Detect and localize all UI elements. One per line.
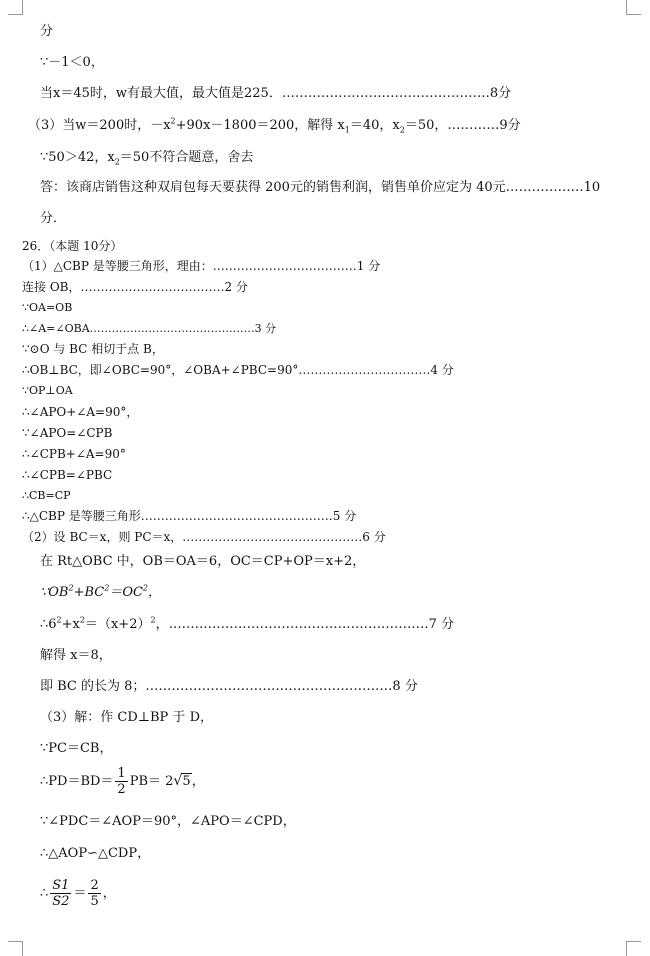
text-line: ∴∠A=∠OBA………………………………………3 分 <box>22 322 277 335</box>
text-line: ∴PD＝BD＝ $\frac{1}{2}$ PB＝ 2 √ 5， <box>40 766 205 797</box>
crop-mark-top-right <box>626 0 641 15</box>
question-heading: 26．（本题 10分） <box>22 239 123 253</box>
text-line: $\because OB^2+BC^2=OC^2$， <box>40 583 162 600</box>
crop-mark-bottom-left <box>8 941 23 956</box>
text-line: ∵⊙O 与 BC 相切于点 B， <box>22 342 164 356</box>
fraction: $\frac{2}{5}$ <box>90 878 99 909</box>
text-line: 即 BC 的长为 8；…………………………………………………8 分 <box>40 679 418 694</box>
text-line: 当x＝45时，w有最大值，最大值是225．…………………………………………8分 <box>40 86 512 101</box>
text-line: ∵PC＝CB， <box>40 741 113 756</box>
text-line: 在 Rt△OBC 中，OB＝OA＝6，OC＝CP+OP＝x+2， <box>40 554 366 569</box>
text-line: 分 <box>40 24 54 39</box>
text-line: ∵－1＜0， <box>40 55 104 70</box>
fraction: $\frac{1}{2}$ <box>117 766 126 797</box>
text-line: ∵50＞42，$x_2=50$不符合题意，舍去 <box>40 150 254 167</box>
fraction: $\frac{S1}{S2}$ <box>52 878 70 909</box>
text-line: 答：该商店销售这种双肩包每天要获得 200元的销售利润，销售单价应定为 40元………………10 <box>40 180 601 195</box>
text-line: 解得 x＝8， <box>40 648 112 663</box>
text-line: ∵OA=OB <box>22 301 73 314</box>
text-line: ∴∠CPB=∠PBC <box>22 468 113 482</box>
text-line: （3）解：作 CD⊥BP 于 D， <box>40 710 213 725</box>
text-line: ∴△CBP 是等腰三角形…………………………………………5 分 <box>22 509 357 523</box>
text-line: 连接 OB，………………………………2 分 <box>22 280 248 294</box>
text-line: $\therefore 6^2+x^2=(x+2)^2$，……………………………………………………7 分 <box>40 615 454 632</box>
text-line: ∵OP⊥OA <box>22 384 73 397</box>
text-line: （3）当w＝200时，$-x^2+90x-1800=200$，解得 $x_1=40$，$x_2=50$，…………9分 <box>28 116 521 135</box>
text-line: （2）设 BC＝x，则 PC＝x，………………………………………6 分 <box>22 530 386 544</box>
text-line: ∴ $\frac{S1}{S2}$ ＝ $\frac{2}{5}$ ， <box>40 878 116 909</box>
crop-mark-bottom-right <box>626 941 641 956</box>
text-line: 分． <box>40 211 67 226</box>
text-line: ∴△AOP∽△CDP， <box>40 846 151 861</box>
text-line: ∵∠APO=∠CPB <box>22 426 113 440</box>
text-line: ∵∠PDC＝∠AOP＝90°，∠APO＝∠CPD， <box>40 814 296 829</box>
square-root: √ 5 <box>173 773 191 789</box>
text-line: ∴∠APO+∠A=90°， <box>22 405 139 419</box>
text-line: ∴OB⊥BC，即∠OBC=90°，∠OBA+∠PBC=90°……………………………4 分 <box>22 363 454 377</box>
text-line: （1）△CBP 是等腰三角形，理由：………………………………1 分 <box>22 259 381 273</box>
text-line: ∴∠CPB+∠A=90° <box>22 447 126 461</box>
text-line: ∴CB=CP <box>22 489 71 502</box>
crop-mark-top-left <box>8 0 23 15</box>
